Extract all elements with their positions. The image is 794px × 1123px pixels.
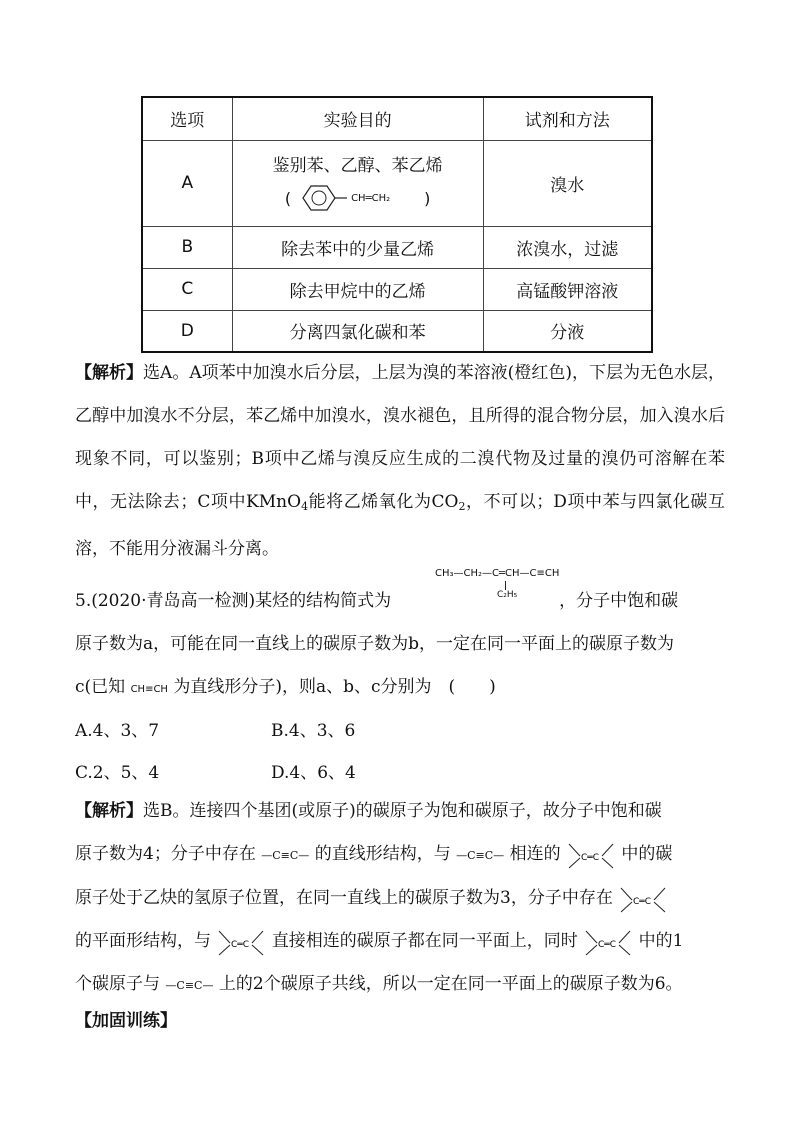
svg-text:C═C: C═C <box>231 939 250 950</box>
triple-bond-formula: —C≡C— <box>456 849 505 862</box>
reinforce-heading: 【加固训练】 <box>75 1011 177 1031</box>
analysis-2-l1: 选B。连接四个基团(或原子)的碳原子为饱和碳原子，故分子中饱和碳 <box>143 801 662 821</box>
analysis-2-line3 <box>75 877 725 920</box>
analysis-1 <box>75 352 725 571</box>
svg-text:C═C: C═C <box>598 939 617 950</box>
double-bond-structure-icon <box>583 927 633 957</box>
analysis-2-l4a: 的平面形结构，与 <box>75 931 211 951</box>
table-row <box>142 226 652 268</box>
triple-bond-formula: —C≡C— <box>165 979 214 992</box>
question-5 <box>75 580 725 711</box>
analysis-2-l2b: 的直线形结构，与 <box>314 844 451 864</box>
acetylene-formula: CH≡CH <box>130 684 168 695</box>
vinyl-label: CH═CH₂ <box>351 192 391 204</box>
analysis-2 <box>75 790 725 1007</box>
option-c: C.2、5、4 <box>75 763 160 783</box>
formula-branch: C₂H₅ <box>497 590 518 600</box>
question-5-line2: 原子数为a，可能在同一直线上的碳原子数为b，一定在同一平面上的碳原子数为 <box>75 634 675 654</box>
paren-close: ) <box>424 188 431 208</box>
analysis-2-l4b: 直接相连的碳原子都在同一平面上，同时 <box>271 931 578 951</box>
double-bond-structure-icon <box>216 927 266 957</box>
analysis-1-text1: 选A。A项苯中加溴水后分层，上层为溴的苯溶液(橙红色)，下层为无色水层，乙醇中加溴水不分层，苯乙烯中加溴水，溴水褪色，且所得的混合物分层，加入溴水后现象不同，可以鉴别；B项中乙烯与溴反应生成的二溴代物及过量的溴仍可溶解在苯中，无法除去；C项中KMnO <box>75 363 726 512</box>
analysis-tag: 【解析】 <box>75 801 143 821</box>
analysis-2-l5b: 上的2个碳原子共线，所以一定在同一平面上的碳原子数为6。 <box>218 974 683 994</box>
analysis-1-sub2: 2 <box>458 500 466 513</box>
analysis-2-l4c: 中的1 <box>638 931 684 951</box>
question-5-line3-a: c(已知 <box>75 677 126 697</box>
option-d: D.4、6、4 <box>271 763 356 783</box>
styrene-structure <box>233 183 483 213</box>
option-cell: A <box>142 140 232 226</box>
option-a: A.4、3、7 <box>75 721 160 741</box>
analysis-2-l2d: 中的碳 <box>621 844 673 864</box>
analysis-1-text2: 能将乙烯氧化为CO <box>308 492 459 512</box>
method-cell: 溴水 <box>483 140 652 226</box>
table-row <box>142 268 652 310</box>
method-cell: 分液 <box>483 310 652 352</box>
purpose-cell: 除去苯中的少量乙烯 <box>232 226 483 268</box>
svg-text:C═C: C═C <box>633 896 652 907</box>
analysis-2-line1 <box>75 790 725 833</box>
double-bond-structure-icon <box>566 840 616 870</box>
analysis-tag: 【解析】 <box>75 363 144 383</box>
triple-bond-formula: —C≡C— <box>261 849 310 862</box>
purpose-cell: 除去甲烷中的乙烯 <box>232 268 483 310</box>
question-5-line3-b: 为直线形分子)，则a、b、c分别为 ( ) <box>173 677 496 697</box>
method-cell: 高锰酸钾溶液 <box>483 268 652 310</box>
analysis-2-l2c: 相连的 <box>509 844 561 864</box>
analysis-2-l2a: 原子数为4；分子中存在 <box>75 844 256 864</box>
svg-text:C═C: C═C <box>580 852 599 863</box>
analysis-2-line4 <box>75 920 725 963</box>
analysis-2-l3a: 原子处于乙炔的氢原子位置，在同一直线上的碳原子数为3，分子中存在 <box>75 888 613 908</box>
question-5-line1 <box>75 580 725 623</box>
purpose-text: 鉴别苯、乙醇、苯乙烯 <box>272 156 443 176</box>
paren-open: ( <box>284 188 292 208</box>
double-bond-structure-icon <box>618 884 668 914</box>
analysis-1-text3: ，不可以；D项中苯与四氯化碳互溶，不能用分液漏斗分离。 <box>75 492 725 559</box>
question-5-stem: 5.(2020·青岛高一检测)某烃的结构简式为 <box>75 591 392 611</box>
analysis-1-sub4: 4 <box>301 500 309 513</box>
formula-main-chain: CH₃—CH₂—C═CH—C≡CH <box>435 568 560 579</box>
purpose-cell <box>232 140 483 226</box>
option-cell: C <box>142 268 232 310</box>
purpose-cell: 分离四氯化碳和苯 <box>232 310 483 352</box>
question-5-stem-end: ，分子中饱和碳 <box>559 591 679 611</box>
analysis-2-line2 <box>75 833 725 877</box>
question-5-line3 <box>75 666 725 711</box>
option-cell: D <box>142 310 232 352</box>
option-cell: B <box>142 226 232 268</box>
table-row <box>142 310 652 352</box>
question-5-formula <box>435 568 560 600</box>
analysis-2-l5a: 个碳原子与 <box>75 974 160 994</box>
header-purpose: 实验目的 <box>232 97 483 140</box>
option-b: B.4、3、6 <box>271 721 356 741</box>
header-option: 选项 <box>142 97 232 140</box>
experiment-table <box>141 96 653 353</box>
benzene-ring-icon <box>295 183 347 213</box>
table-row <box>142 140 652 226</box>
method-cell: 浓溴水，过滤 <box>483 226 652 268</box>
header-method: 试剂和方法 <box>483 97 652 140</box>
table-header-row <box>142 97 652 140</box>
